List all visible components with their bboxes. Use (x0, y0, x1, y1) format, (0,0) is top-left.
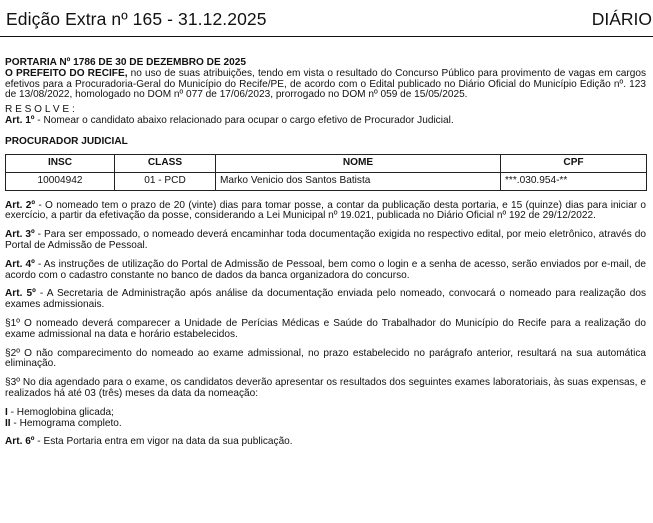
article-4-label: Art. 4º (5, 258, 35, 270)
table-header-class: CLASS (115, 154, 216, 172)
intro-bold: O PREFEITO DO RECIFE, (5, 67, 128, 79)
article-1-text: - Nomear o candidato abaixo relacionado para ocupar o cargo efetivo de Procurador Judicial. (34, 114, 454, 126)
nominee-table (5, 154, 647, 191)
cell-class: 01 - PCD (115, 172, 216, 190)
paragraph-3: §3º No dia agendado para o exame, os candidatos deverão apresentar os resultados dos seguintes exames laboratoriais, às suas expensas, e realizados há até 03 (três) meses da data da nomeação: (5, 377, 646, 399)
table-header-insc: INSC (6, 154, 115, 172)
cell-nome: Marko Venicio dos Santos Batista (216, 172, 501, 190)
paragraph-2: §2º O não comparecimento do nomeado ao exame admissional, no prazo estabelecido no parágrafo anterior, resultará na sua automática eliminação. (5, 347, 646, 370)
table-row (6, 172, 647, 190)
portaria-title: PORTARIA Nº 1786 DE 30 DE DEZEMBRO DE 2025 (5, 57, 246, 68)
list-item-1-label: I (5, 406, 8, 418)
article-5 (5, 289, 646, 311)
table-header-nome: NOME (216, 154, 501, 172)
cell-cpf: ***.030.954-** (501, 172, 647, 190)
table-header-row (6, 154, 647, 172)
article-3-label: Art. 3º (5, 229, 35, 241)
intro-text: no uso de suas atribuições, tendo em vista o resultado do Concurso Público para provimento de vagas em cargos efetivos para a Procuradoria-Geral do Município do Recife/PE, de acordo com o Edital publicado no Diário Oficial do Município Edição nº. 123 de 13/08/2022, homologado no DOM nº 077 de 17/06/2023, prorrogado no DOM nº 059 de 15/05/2025. (5, 67, 646, 101)
article-5-label: Art. 5º (5, 288, 36, 300)
article-6-label: Art. 6º (5, 436, 35, 448)
article-2-text: - O nomeado tem o prazo de 20 (vinte) dias para tomar posse, a contar da publicação desta portaria, e 15 (quinze) dias para iniciar o exercício, a partir da efetivação da posse, considerando a Lei Municipal nº 19.021, publicada no Diário Oficial nº 192 de 29/12/2022. (5, 199, 646, 222)
resolve-heading: R E S O L V E : (5, 104, 75, 116)
article-2-label: Art. 2º (5, 199, 36, 211)
cell-insc: 10004942 (6, 172, 115, 190)
gazette-header (0, 0, 653, 37)
article-1 (5, 116, 646, 127)
article-3-text: - Para ser empossado, o nomeado deverá encaminhar toda documentação exigida no respectivo edital, por meio eletrônico, através do Portal de Admissão de Pessoal. (5, 229, 646, 251)
diario-title: DIÁRIO (591, 9, 652, 29)
article-5-text: - A Secretaria de Administração após análise da documentação enviada pelo nomeado, convocará o nomeado para realização dos exames admissionais. (5, 288, 646, 311)
article-4-text: - As instruções de utilização do Portal de Admissão de Pessoal, bem como o login e a senha de acesso, serão enviados por e-mail, de acordo com o cadastro constante no banco de dados da banca organizadora do concurso. (5, 258, 646, 281)
paragraph-1: §1º O nomeado deverá comparecer a Unidade de Perícias Médicas e Saúde do Trabalhador do Município do Recife para a realização do exame admissional na data e horário estabelecidos. (5, 317, 646, 340)
article-3 (5, 230, 646, 252)
intro-paragraph (5, 69, 646, 101)
article-6 (5, 437, 646, 448)
list-item-2 (5, 419, 646, 430)
document-body (5, 58, 646, 448)
list-item-1-text: - Hemoglobina glicada; (7, 406, 114, 418)
edition-title: Edição Extra nº 165 - 31.12.2025 (6, 9, 267, 29)
list-item-2-label: II (5, 417, 11, 429)
article-1-label: Art. 1º (5, 114, 35, 126)
section-heading: PROCURADOR JUDICIAL (5, 135, 128, 147)
article-2 (5, 201, 646, 223)
table-header-cpf: CPF (501, 154, 647, 172)
list-item-2-text: - Hemograma completo. (10, 417, 122, 429)
article-6-text: - Esta Portaria entra em vigor na data da sua publicação. (34, 436, 293, 448)
article-4 (5, 260, 646, 282)
